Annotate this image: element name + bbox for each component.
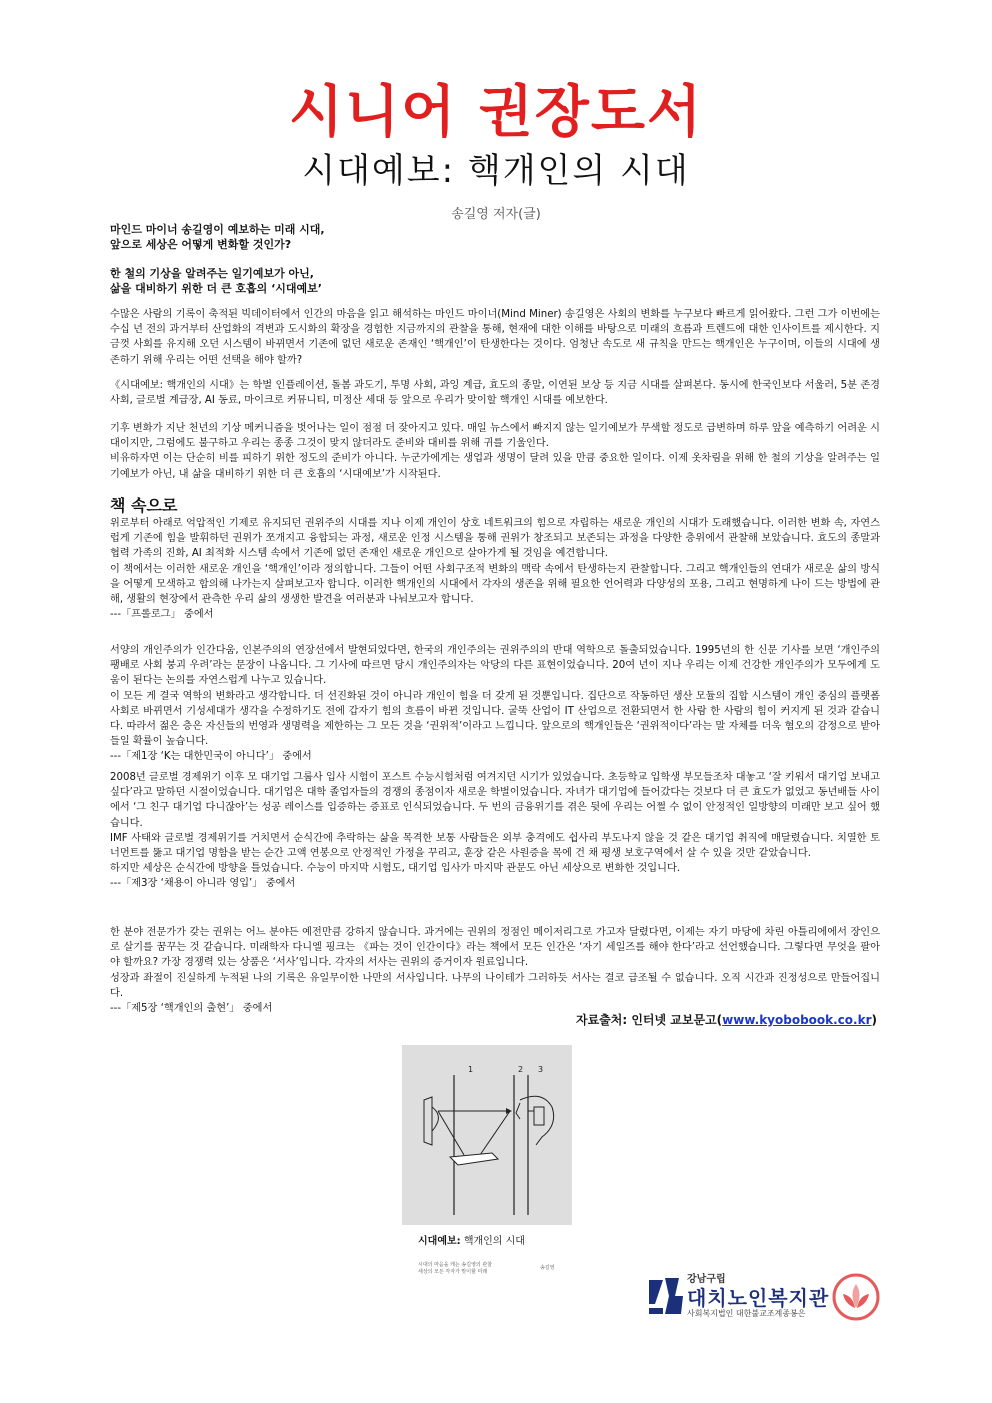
lead-line: 삶을 대비하기 위한 더 큰 호흡의 ‘시대예보’: [110, 282, 322, 295]
paragraph-text: 하지만 세상은 순식간에 방향을 틀었습니다. 수능이 마지막 시험도, 대기업 입사가 마지막 관문도 아닌 세상으로 변화한 것입니다.: [110, 863, 681, 875]
paragraph-text: IMF 사태와 글로벌 경제위기를 거치면서 순식간에 추락하는 삶을 목격한 보통 사람들은 외부 충격에도 쉽사리 부도나지 않을 것 같은 대기업 취직에 매달렸습니다. 치열한 토너먼트를 뚫고 대기업 명함을 받는 순간 고액 연봉으로 안정적인 가정을 꾸리고, 훈장 같은 사원증을 목에 건 채 평생 보호구역에서 살 수 있을 것만 같았습니다.: [110, 832, 880, 860]
cover-number: 2: [518, 1065, 524, 1074]
cover-tagline: [418, 1262, 558, 1276]
paragraph-text: 서양의 개인주의가 인간다움, 인본주의의 연장선에서 발현되었다면, 한국의 개인주의는 권위주의의 반대 역학으로 돌출되었습니다. 1995년의 한 신문 기사를 보면 ‘개인주의 팽배로 사회 붕괴 우려’라는 문장이 나옵니다. 그 기사에 따르면 당시 개인주의자는 악당의 다른 표현이었습니다. 20여 년이 지나 우리는 이제 건강한 개인주의가 모두에게 도움이 된다는 논의를 자연스럽게 나누고 있습니다.: [110, 645, 880, 687]
intro-paragraph-3: [110, 421, 880, 482]
excerpt-3: [110, 770, 880, 892]
author-line: 송길영 저자(글): [451, 207, 541, 222]
paragraph-text: 이 책에서는 이러한 새로운 개인을 ‘핵개인’이라 정의합니다. 그들이 어떤 사회구조적 변화의 맥락 속에서 탄생하는지 관찰합니다. 그리고 핵개인들의 연대가 새로운 삶의 방식을 어떻게 모색하고 합의해 나가는지 살펴보고자 합니다. 이러한 핵개인의 시대에서 각자의 생존을 위해 필요한 언어력과 다양성의 포용, 그리고 현명하게 나이 드는 방법에 관해, 생활의 현장에서 관측한 우리 삶의 생생한 발견을 여러분과 나눠보고자 합니다.: [110, 563, 880, 606]
cover-tagline-line: 세상의 모든 각자가 맞이할 미래: [418, 1269, 488, 1275]
excerpt-1: [110, 516, 880, 622]
cover-title-rest: 핵개인의 시대: [460, 1236, 525, 1247]
cover-number: 3: [538, 1065, 544, 1074]
logo-district: 강남구립: [687, 1274, 726, 1285]
cover-tagline-line: 시대의 마음을 캐는 송길영의 관찰: [418, 1262, 492, 1268]
paragraph-text: 2008년 글로벌 경제위기 이후 모 대기업 그룹사 입사 시험이 포스트 수능시험처럼 여겨지던 시기가 있었습니다. 초등학교 입학생 부모들조차 대놓고 ‘잘 키워서 대기업 보내고 싶다’라고 말하던 시절이었습니다. 대기업은 대학 졸업자들의 경쟁의 종점이자 새로운 학벌이었습니다. 자녀가 대기업에 들어갔다는 것보다 더 큰 효도가 없었고 동년배들 사이에서 ‘그 친구 대기업 다니잖아’는 성공 레이스를 입증하는 증표로 인식되었습니다. 두 번의 금융위기를 겪은 뒷에 우리는 어쩔 수 없이 안정적인 일방향의 미래만 보고 싶어 했습니다.: [110, 772, 880, 829]
book-title: 시대예보: 핵개인의 시대: [302, 151, 690, 191]
organization-logo: [645, 1268, 885, 1328]
cover-author: 송길영: [540, 1265, 555, 1271]
logo-name: 대치노인복지관: [687, 1286, 830, 1310]
excerpt-source: ---「제1장 ‘K는 대한민국이 아니다’」 중에서: [110, 751, 312, 763]
excerpt-source: ---「제5장 ‘핵개인의 출현’」 중에서: [110, 1003, 273, 1015]
lead-block-2: [110, 266, 880, 296]
paragraph-text: 위로부터 아래로 억압적인 기제로 유지되던 권위주의 시대를 지나 이제 개인이 상호 네트워크의 힘으로 자립하는 새로운 개인의 시대가 도래했습니다. 이러한 변화 속, 자연스럽게 기존에 힘을 발휘하던 권위가 쪼개지고 융합되는 과정, 새로운 인정 시스템을 통해 권위가 창조되고 보존되는 과정을 다양한 층위에서 관찰해 보았습니다. 효도의 종말과 협력 가족의 진화, AI 최적화 시스템 속에서 기존에 없던 존재인 새로운 개인으로 살아가게 될 것임을 예견합니다.: [110, 518, 880, 560]
intro-paragraph-1: [110, 307, 880, 368]
paragraph-text: 한 분야 전문가가 갖는 권위는 어느 분야든 예전만큼 강하지 않습니다. 과거에는 권위의 정점인 메이저리그로 가고자 달렸다면, 이제는 자기 마당에 차린 아틀리에에서 장인으로 살기를 꿈꾸는 것 같습니다. 미래학자 다니엘 핑크는 《파는 것이 인간이다》라는 책에서 모든 인간은 ‘자기 세일즈를 해야 한다’라고 선언했습니다. 그렇다면 무엇을 팔아야 할까요? 가장 경쟁력 있는 상품은 ‘서사’입니다. 각자의 서사는 권위의 증거이자 원료입니다.: [110, 927, 880, 969]
paragraph-text: 비유하자면 이는 단순히 비를 피하기 위한 정도의 준비가 아니다. 누군가에게는 생업과 생명이 달려 있을 만큼 중요한 일이다. 이제 옷차림을 위해 한 철의 기상을 알려주는 일기예보가 아닌, 내 삶을 대비하기 위한 더 큰 호흡의 ‘시대예보’가 시작된다.: [110, 453, 880, 480]
cover-title: [418, 1232, 525, 1247]
logo-org: 사회복지법인 대한불교조계종봉은: [687, 1309, 806, 1318]
cover-number: 1: [468, 1065, 474, 1074]
page-title: 시니어 권장도서: [288, 80, 704, 145]
source-link[interactable]: www.kyobobook.co.kr: [722, 1013, 872, 1027]
cover-title-bold: 시대예보:: [418, 1236, 461, 1247]
logo-mark-icon: [645, 1274, 685, 1324]
paragraph-text: 《시대예보: 핵개인의 시대》는 학벌 인플레이션, 돌봄 과도기, 투명 사회, 과잉 계급, 효도의 종말, 이연된 보상 등 지금 시대를 살펴본다. 동시에 한국인보다 서울러, 5분 존경 사회, 글로벌 계급장, AI 동료, 마이크로 커뮤니티, 미정산 세대 등 앞으로 우리가 맞이할 핵개인 시대를 예보한다.: [110, 380, 880, 407]
paragraph-text: 수많은 사람의 기록이 축적된 빅데이터에서 인간의 마음을 읽고 해석하는 마인드 마이너(Mind Miner) 송길영은 사회의 변화를 누구보다 빠르게 읽어왔다. 그런 그가 이번에는 수십 년 전의 과거부터 산업화의 격변과 도시화의 확장을 경험한 지금까지의 관찰을 통해, 현재에 대한 이해를 바탕으로 미래의 흐름과 트렌드에 대한 인사이트를 제시한다. 지금껏 사회를 유지해 오던 시스템이 바뀌면서 기존에 없던 새로운 존재인 ‘핵개인’이 탄생한다는 것이다. 엄청난 속도로 새 규칙을 만드는 핵개인은 누구이며, 이들의 시대에 생존하기 위해 우리는 어떤 선택을 해야 할까?: [110, 309, 880, 366]
paragraph-text: 이 모든 게 결국 역학의 변화라고 생각합니다. 더 선진화된 것이 아니라 개인이 힘을 더 갖게 된 것뿐입니다. 집단으로 작동하던 생산 모듈의 집합 시스템이 개인 중심의 플랫폼 사회로 바뀌면서 기성세대가 생각을 수정하기도 전에 갑자기 힘의 흐름이 바뀐 것입니다. 굴뚝 산업이 IT 산업으로 전환되면서 한 사람 한 사람의 힘이 커지게 된 것과 같습니다. 따라서 젊은 층은 자신들의 번영과 생명력을 제한하는 그 모든 것을 ‘권위적’이라고 느낍니다. 앞으로의 핵개인들은 ‘권위적이다’라는 말 자체를 더욱 혐오의 감정으로 받아들일 확률이 높습니다.: [110, 690, 880, 748]
lead-line: 앞으로 세상은 어떻게 변화할 것인가?: [110, 238, 292, 251]
source-close: ): [871, 1013, 877, 1027]
lead-line: 마인드 마이너 송길영이 예보하는 미래 시대,: [110, 223, 325, 236]
section-heading: 책 속으로: [110, 496, 178, 515]
paragraph-text: 성장과 좌절이 진실하게 누적된 나의 기록은 유일무이한 나만의 서사입니다. 나무의 나이테가 그러하듯 서사는 결코 급조될 수 없습니다. 오직 시간과 진정성으로 만들어집니다.: [110, 972, 880, 999]
source-label: 자료출처: 인터넷 교보문고(: [575, 1013, 723, 1027]
excerpt-2: [110, 643, 880, 765]
excerpt-source: ---「제3장 ‘채용이 아니라 영입’」 중에서: [110, 878, 296, 890]
source-credit: [576, 1011, 877, 1028]
cover-illustration: [402, 1045, 572, 1225]
excerpt-4: [110, 925, 880, 1016]
lead-line: 한 철의 기상을 알려주는 일기예보가 아닌,: [110, 267, 314, 280]
intro-paragraph-2: [110, 378, 880, 408]
lead-block-1: [110, 222, 880, 252]
lotus-icon: [831, 1272, 881, 1322]
book-cover-image: [402, 1045, 572, 1225]
paragraph-text: 기후 변화가 지난 천년의 기상 메커니즘을 벗어나는 일이 점점 더 잦아지고 있다. 매일 뉴스에서 빠지지 않는 일기예보가 무색할 정도로 급변하며 하루 앞을 예측하기 어려운 시대이지만, 그럼에도 불구하고 우리는 종종 그것이 맞지 않더라도 준비와 대비를 위해 귀를 기울인다.: [110, 423, 880, 450]
excerpt-source: ---「프롤로그」 중에서: [110, 609, 214, 621]
